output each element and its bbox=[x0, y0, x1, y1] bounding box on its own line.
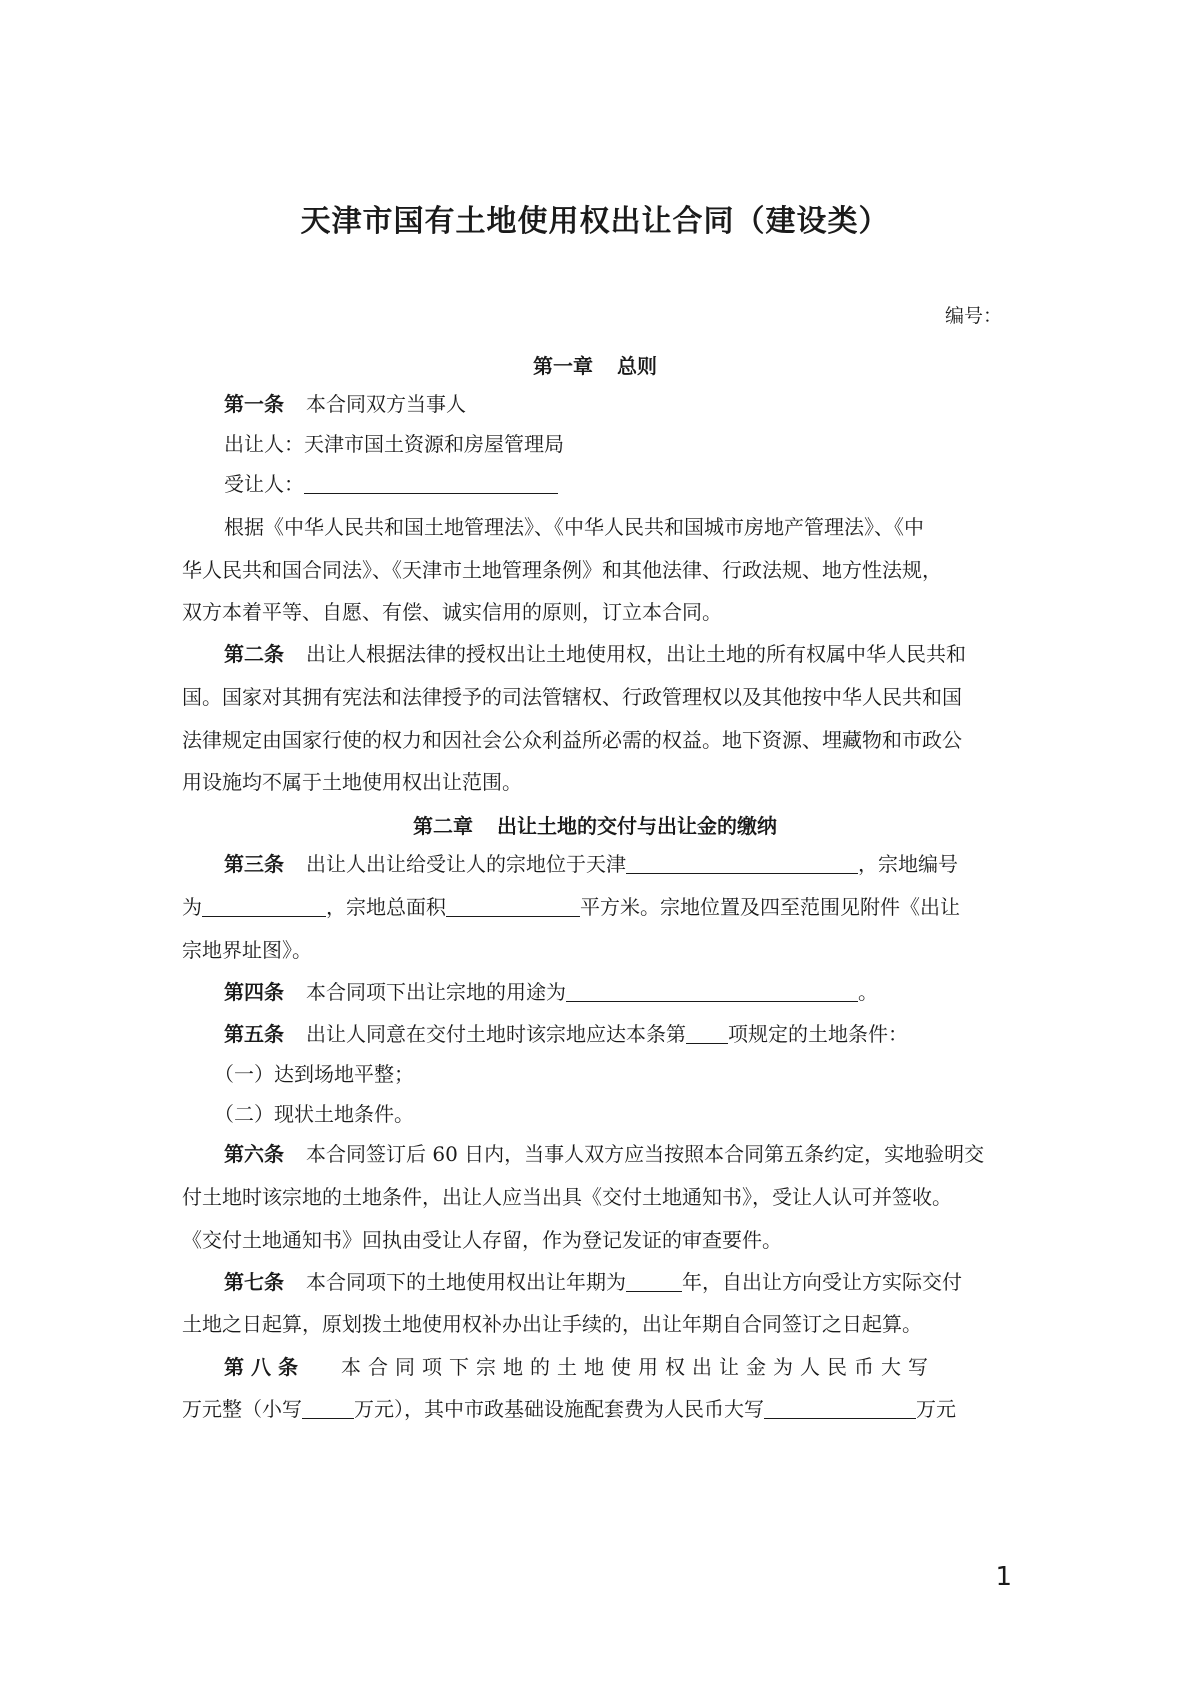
grantee-blank[interactable] bbox=[304, 471, 558, 494]
grantor-line: 出让人：天津市国土资源和房屋管理局 bbox=[224, 432, 564, 456]
article-6-line-3: 《交付土地通知书》回执由受让人存留，作为登记发证的审查要件。 bbox=[182, 1228, 782, 1252]
article-4: 第四条 本合同项下出让宗地的用途为 。 bbox=[224, 980, 878, 1004]
grantee-line bbox=[224, 470, 1016, 498]
article-7-line-2: 土地之日起算，原划拨土地使用权补办出让手续的，出让年期自合同签订之日起算。 bbox=[182, 1312, 922, 1336]
article-8-line-2: 万元整（小写 万元），其中市政基础设施配套费为人民币大写 万元 bbox=[182, 1397, 956, 1421]
article-5: 第五条 出让人同意在交付土地时该宗地应达本条第 项规定的土地条件： bbox=[224, 1022, 908, 1046]
land-use-blank[interactable] bbox=[566, 979, 858, 1002]
article-2-line-1: 第二条 出让人根据法律的授权出让土地使用权，出让土地的所有权属中华人民共和 bbox=[224, 642, 966, 666]
article-6-number: 第六条 bbox=[224, 1142, 284, 1166]
condition-item-blank[interactable] bbox=[686, 1021, 728, 1044]
land-location-blank[interactable] bbox=[626, 851, 858, 874]
chapter-1-number: 第一章 bbox=[533, 354, 593, 378]
article-3-line-2: 为 ，宗地总面积 平方米。宗地位置及四至范围见附件《出让 bbox=[182, 895, 960, 919]
article-5-number: 第五条 bbox=[224, 1022, 284, 1046]
article-1 bbox=[224, 390, 1016, 418]
infrastructure-fee-blank[interactable] bbox=[764, 1396, 916, 1419]
article-7-number: 第七条 bbox=[224, 1270, 284, 1294]
basis-line-2: 华人民共和国合同法》、《天津市土地管理条例》和其他法律、行政法规、地方性法规， bbox=[182, 558, 942, 582]
article-6-line-2: 付土地时该宗地的土地条件，出让人应当出具《交付土地通知书》，受让人认可并签收。 bbox=[182, 1185, 952, 1209]
article-8-number: 第八条 bbox=[224, 1355, 305, 1379]
article-2-line-2: 国。国家对其拥有宪法和法律授予的司法管辖权、行政管理权以及其他按中华人民共和国 bbox=[182, 685, 962, 709]
basis-line-3: 双方本着平等、自愿、有偿、诚实信用的原则，订立本合同。 bbox=[182, 600, 722, 624]
term-years-blank[interactable] bbox=[626, 1269, 682, 1292]
article-8-line-1: 第八条 本合同项下宗地的土地使用权出让金为人民币大写 bbox=[224, 1355, 935, 1379]
article-3-number: 第三条 bbox=[224, 852, 284, 876]
article-4-number: 第四条 bbox=[224, 980, 284, 1004]
article-7-line-1: 第七条 本合同项下的土地使用权出让年期为 年，自出让方向受让方实际交付 bbox=[224, 1270, 962, 1294]
page-title: 天津市国有土地使用权出让合同（建设类） bbox=[300, 204, 890, 239]
article-3-line-1: 第三条 出让人出让给受让人的宗地位于天津 ，宗地编号 bbox=[224, 852, 958, 876]
article-2-line-3: 法律规定由国家行使的权力和因社会公众利益所必需的权益。地下资源、埋藏物和市政公 bbox=[182, 728, 962, 752]
land-number-blank[interactable] bbox=[202, 894, 326, 917]
grantee-label: 受让人： bbox=[224, 472, 304, 496]
chapter-2-name: 出让土地的交付与出让金的缴纳 bbox=[497, 814, 777, 838]
page-number: 1 bbox=[995, 1562, 1012, 1592]
chapter-1-name: 总则 bbox=[617, 354, 657, 378]
article-2-number: 第二条 bbox=[224, 642, 284, 666]
article-1-number: 第一条 bbox=[224, 392, 284, 416]
chapter-1-heading bbox=[0, 350, 1190, 379]
document-number-label: 编号： bbox=[944, 305, 1002, 327]
article-2-line-4: 用设施均不属于土地使用权出让范围。 bbox=[182, 770, 522, 794]
article-3-line-3: 宗地界址图》。 bbox=[182, 938, 312, 962]
amount-small-blank[interactable] bbox=[302, 1396, 354, 1419]
condition-item-1: （一）达到场地平整； bbox=[214, 1062, 414, 1086]
chapter-2-heading bbox=[0, 810, 1190, 839]
land-area-blank[interactable] bbox=[446, 894, 580, 917]
basis-line-1: 根据《中华人民共和国土地管理法》、《中华人民共和国城市房地产管理法》、《中 bbox=[224, 515, 924, 539]
article-6-line-1: 第六条 本合同签订后 60 日内，当事人双方应当按照本合同第五条约定，实地验明交 bbox=[224, 1142, 985, 1166]
article-1-text: 本合同双方当事人 bbox=[306, 392, 466, 416]
condition-item-2: （二）现状土地条件。 bbox=[214, 1102, 414, 1126]
chapter-2-number: 第二章 bbox=[413, 814, 473, 838]
